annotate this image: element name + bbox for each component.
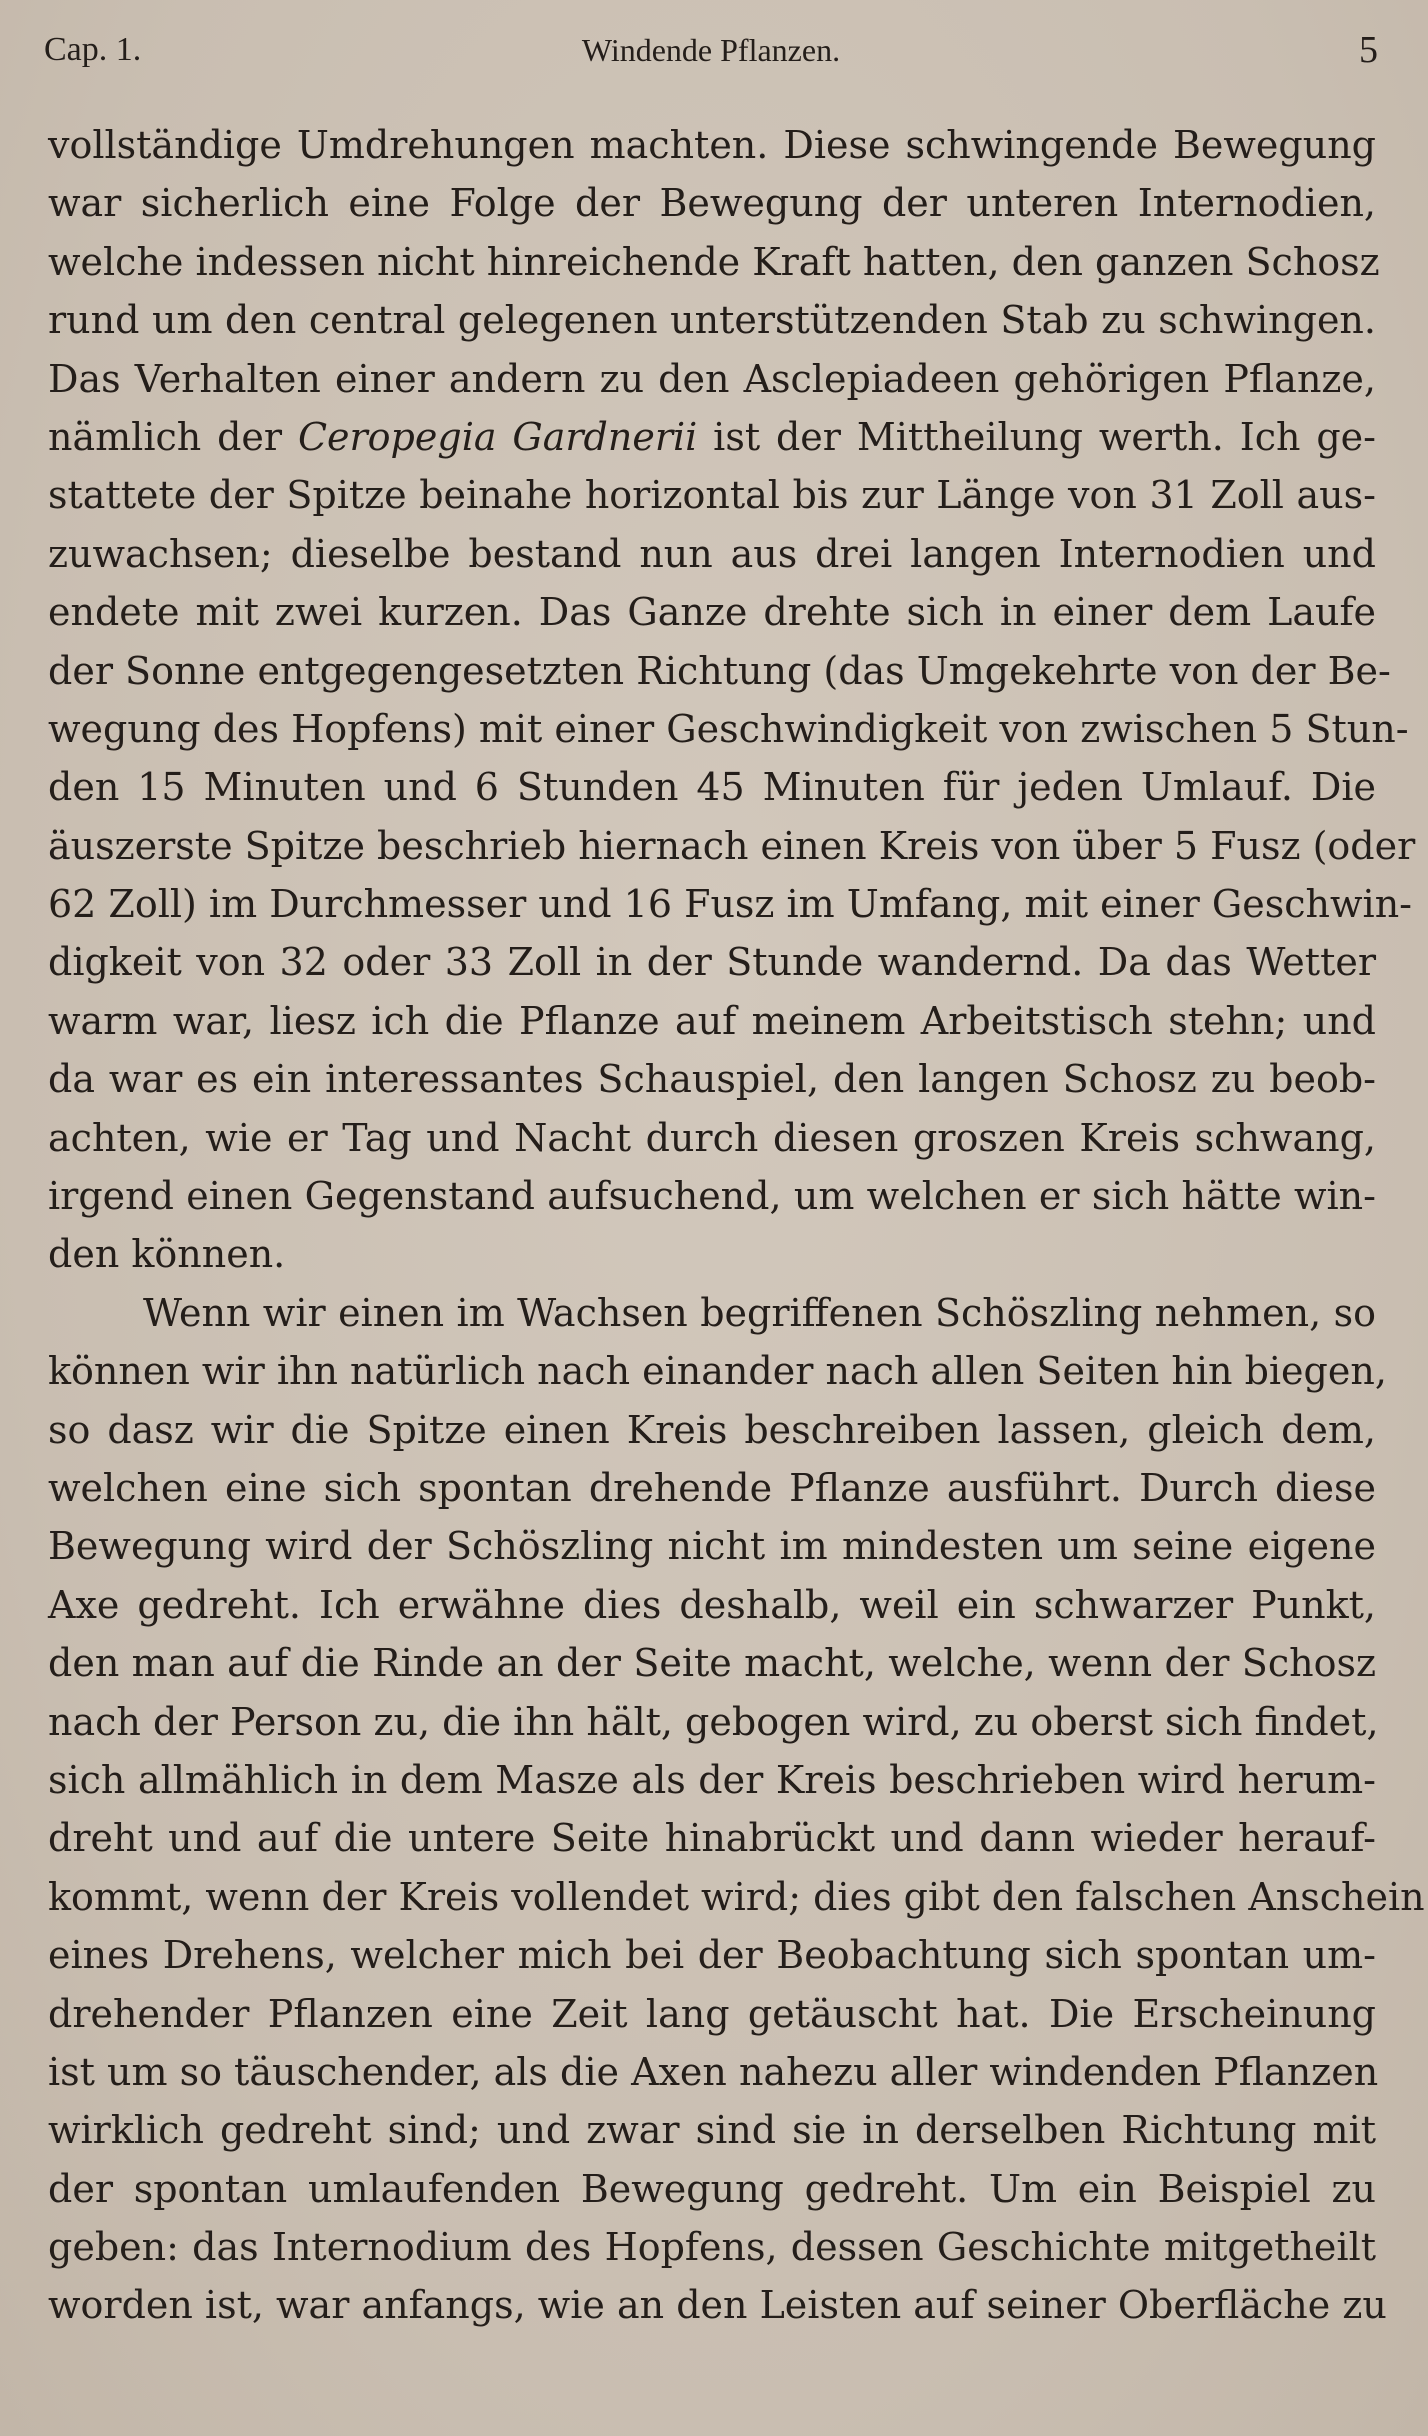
text-line-paragraph-start: Wenn wir einen im Wachsen begriffenen Schöszling nehmen, so (143, 1290, 1376, 1335)
text-line: nach der Person zu, die ihn hält, gebogen wird, zu oberst sich findet, (48, 1699, 1379, 1744)
text-line: stattete der Spitze beinahe horizontal bis zur Länge von 31 Zoll aus- (48, 473, 1376, 518)
text-line: war sicherlich eine Folge der Bewegung der unteren Internodien, (48, 181, 1376, 226)
text-line: achten, wie er Tag und Nacht durch diesen groszen Kreis schwang, (48, 1115, 1376, 1160)
text-line: worden ist, war anfangs, wie an den Leisten auf seiner Oberfläche zu (48, 2283, 1387, 2328)
text-line: Das Verhalten einer andern zu den Asclepiadeen gehörigen Pflanze, (48, 356, 1376, 401)
text-segment: nämlich der (48, 414, 298, 459)
text-line: den 15 Minuten und 6 Stunden 45 Minuten für jeden Umlauf. Die (48, 765, 1376, 810)
text-line: irgend einen Gegenstand aufsuchend, um welchen er sich hätte win- (48, 1174, 1376, 1219)
text-line: welche indessen nicht hinreichende Kraft hatten, den ganzen Schosz (48, 239, 1380, 284)
text-line: da war es ein interessantes Schauspiel, den langen Schosz zu beob- (48, 1057, 1376, 1102)
text-line-paragraph-end: den können. (48, 1232, 286, 1277)
text-line: geben: das Internodium des Hopfens, dessen Geschichte mitgetheilt (48, 2225, 1376, 2270)
chapter-label: Cap. 1. (44, 31, 142, 68)
species-name: Ceropegia Gardnerii (297, 414, 698, 459)
text-line: der Sonne entgegengesetzten Richtung (das Umgekehrte von der Be- (48, 648, 1391, 693)
running-header (44, 22, 1378, 78)
text-line: rund um den central gelegenen unterstützenden Stab zu schwingen. (48, 298, 1376, 343)
text-line (48, 408, 1376, 466)
text-line: sich allmählich in dem Masze als der Kreis beschrieben wird herum- (48, 1757, 1376, 1802)
text-line: endete mit zwei kurzen. Das Ganze drehte sich in einer dem Laufe (48, 590, 1376, 635)
text-line: 62 Zoll) im Durchmesser und 16 Fusz im Umfang, mit einer Geschwin- (48, 882, 1413, 927)
text-line: ist um so täuschender, als die Axen nahezu aller windenden Pflanzen (48, 2049, 1379, 2094)
text-line: zuwachsen; dieselbe bestand nun aus drei langen Internodien und (48, 531, 1376, 576)
body-text (48, 116, 1425, 2335)
text-line: Axe gedreht. Ich erwähne dies deshalb, weil ein schwarzer Punkt, (48, 1582, 1376, 1627)
text-line: welchen eine sich spontan drehende Pflanze ausführt. Durch diese (48, 1465, 1376, 1510)
running-title: Windende Pflanzen. (581, 32, 841, 68)
text-line: wirklich gedreht sind; und zwar sind sie in derselben Richtung mit (48, 2108, 1376, 2153)
text-line: warm war, liesz ich die Pflanze auf meinem Arbeitstisch stehn; und (48, 998, 1376, 1043)
text-line: äuszerste Spitze beschrieb hiernach einen Kreis von über 5 Fusz (oder (48, 823, 1416, 868)
text-segment: ist der Mittheilung werth. Ich ge- (697, 414, 1376, 459)
text-line: digkeit von 32 oder 33 Zoll in der Stunde wandernd. Da das Wetter (48, 940, 1376, 985)
text-line: dreht und auf die untere Seite hinabrückt und dann wieder herauf- (48, 1816, 1376, 1861)
text-line: den man auf die Rinde an der Seite macht, welche, wenn der Schosz (48, 1641, 1376, 1686)
text-line: der spontan umlaufenden Bewegung gedreht. Um ein Beispiel zu (48, 2166, 1376, 2211)
text-line: wegung des Hopfens) mit einer Geschwindigkeit von zwischen 5 Stun- (48, 706, 1409, 751)
page-number: 5 (1359, 29, 1378, 71)
text-line: drehender Pflanzen eine Zeit lang getäuscht hat. Die Erscheinung (48, 1991, 1376, 2036)
text-line: eines Drehens, welcher mich bei der Beobachtung sich spontan um- (48, 1933, 1376, 1978)
text-line: kommt, wenn der Kreis vollendet wird; dies gibt den falschen Anschein (48, 1874, 1425, 1919)
text-line: so dasz wir die Spitze einen Kreis beschreiben lassen, gleich dem, (48, 1407, 1376, 1452)
text-line: Bewegung wird der Schöszling nicht im mindesten um seine eigene (48, 1524, 1376, 1569)
text-line: vollständige Umdrehungen machten. Diese schwingende Bewegung (48, 123, 1376, 167)
text-line: können wir ihn natürlich nach einander nach allen Seiten hin biegen, (48, 1349, 1387, 1394)
